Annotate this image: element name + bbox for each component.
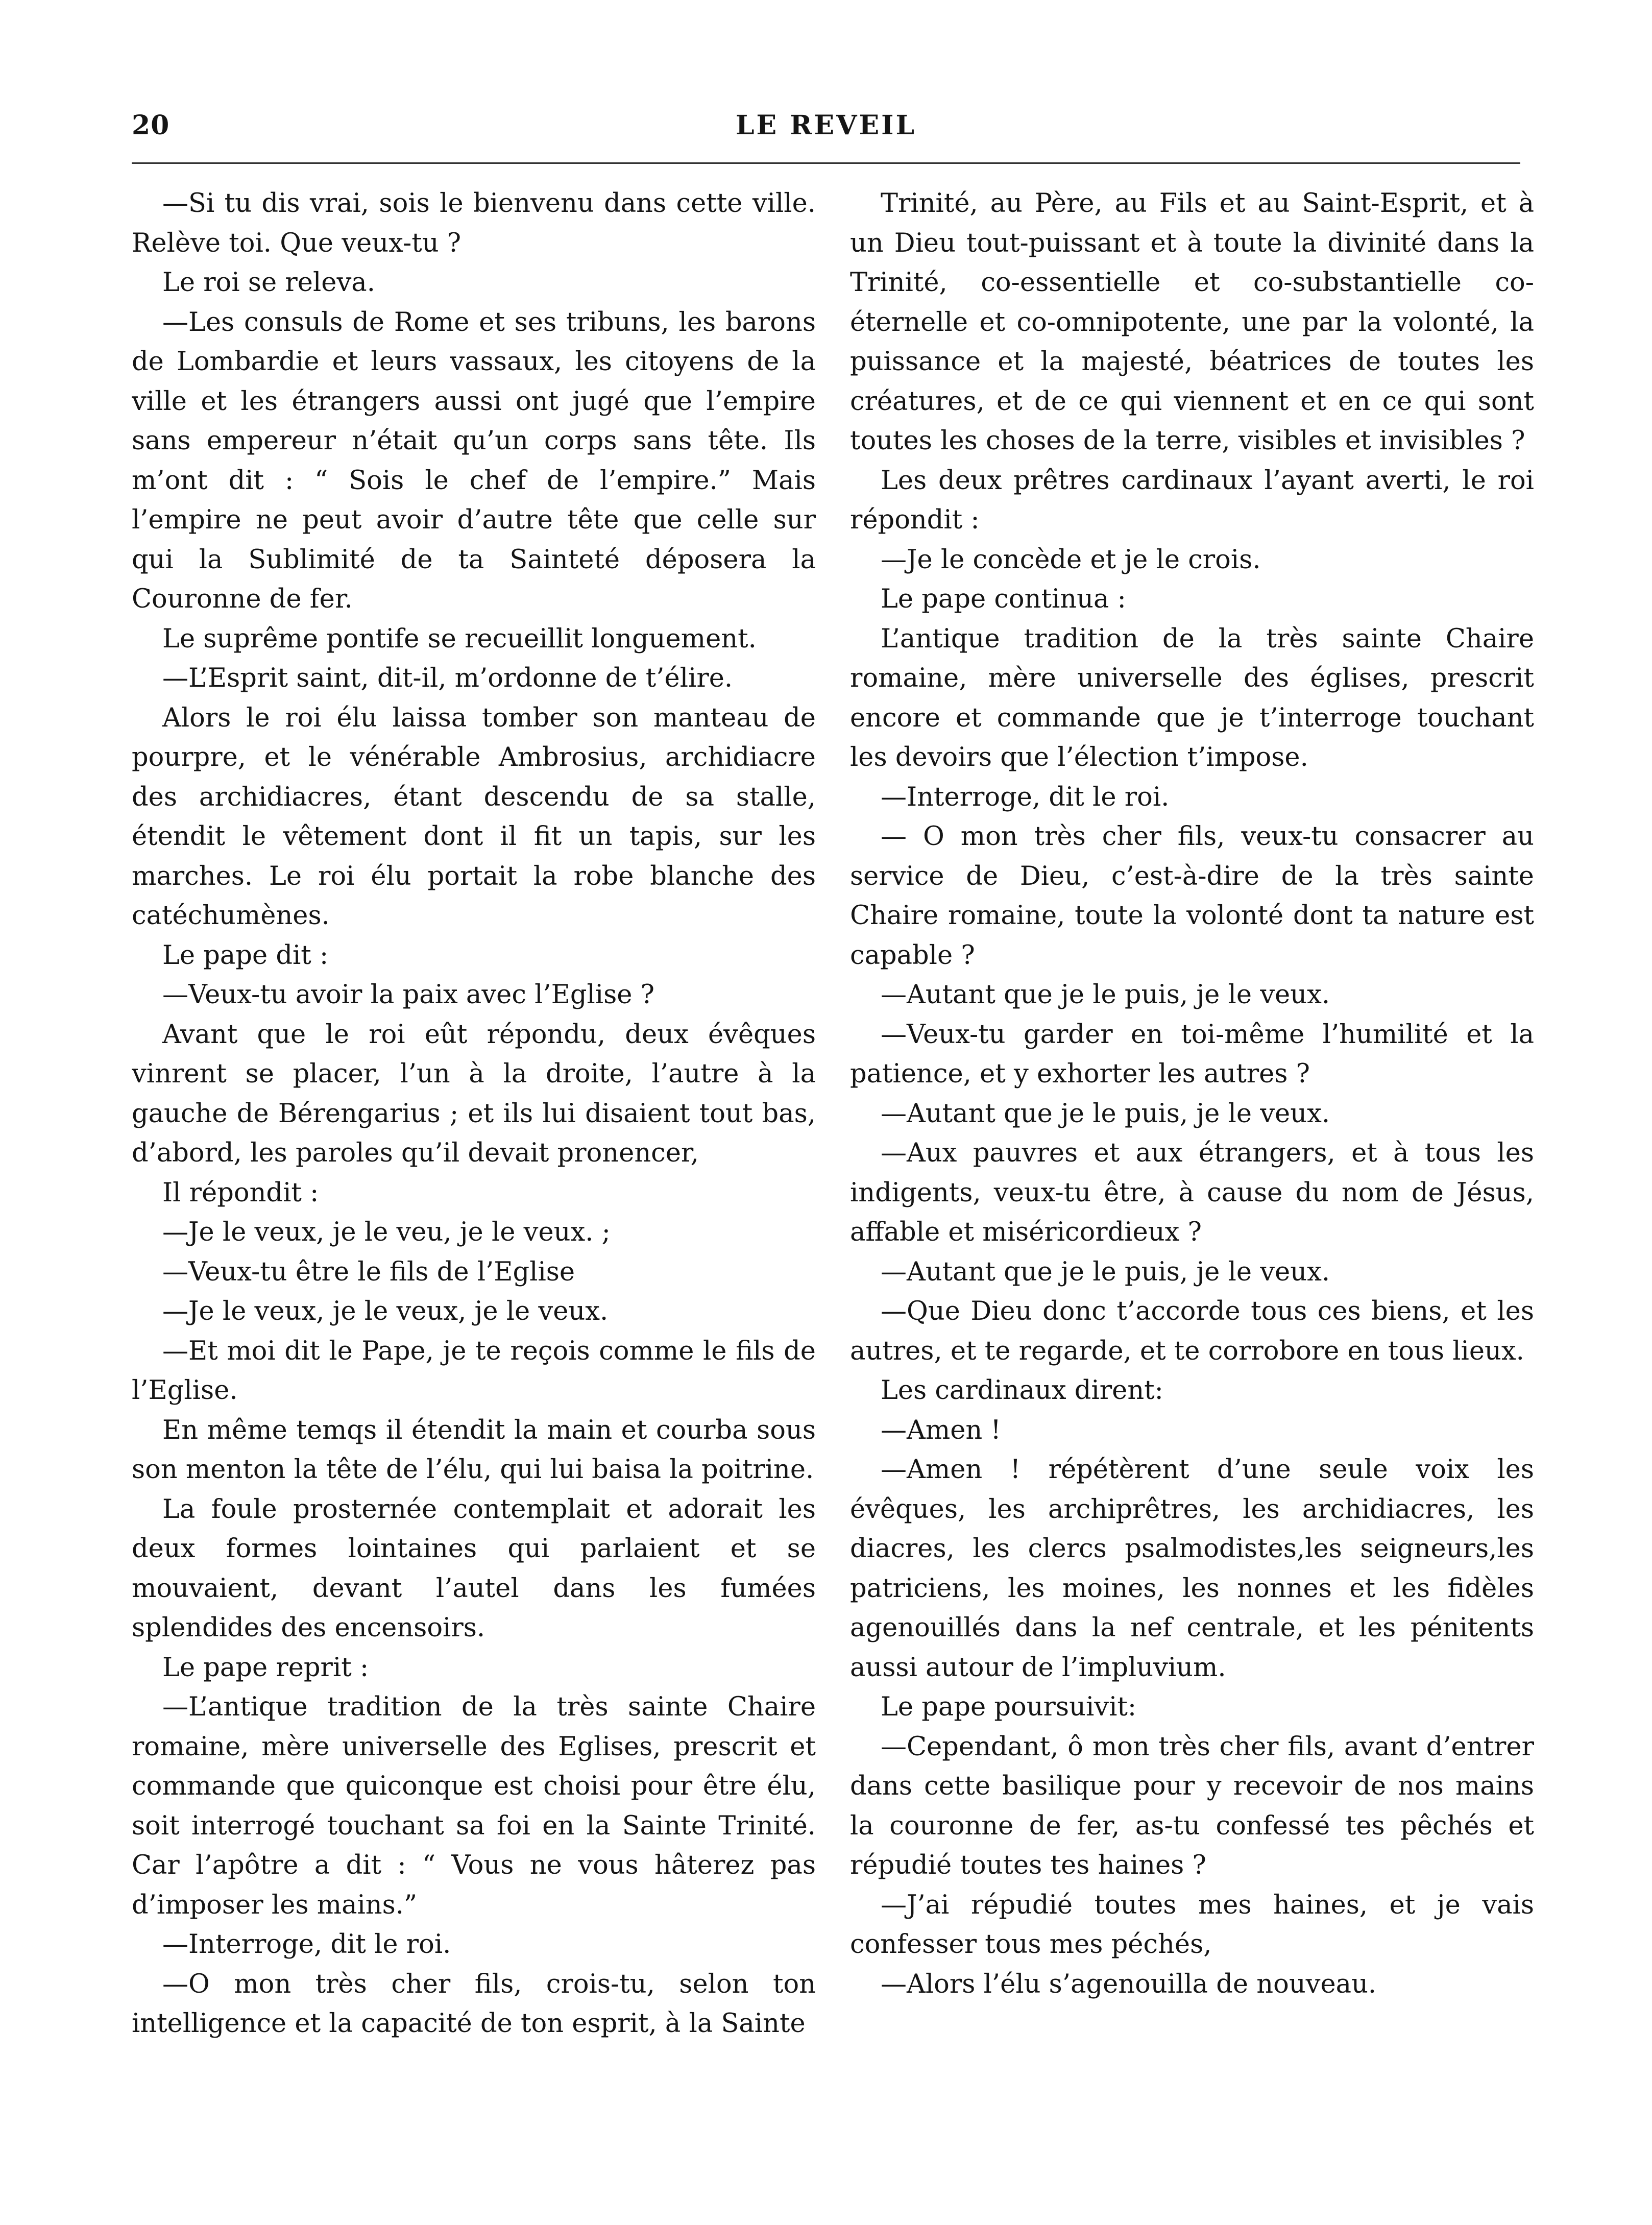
article-paragraph: Le pape poursuivit: (881, 1692, 1137, 1722)
text-column-left (132, 184, 816, 2175)
article-paragraph: —J’ai répudié toutes mes haines, et je vais confesser tous mes péchés, (850, 1890, 1534, 1960)
article-paragraph: La foule prosternée contemplait et adorait les deux formes lointaines qui parlaient et se mouvaient, devant l’autel dans les fumées splendides des encensoirs. (132, 1494, 816, 1643)
article-paragraph: —Les consuls de Rome et ses tribuns, les barons de Lombardie et leurs vassaux, les citoyens de la ville et les étrangers aussi ont jugé que l’empire sans empereur n’était qu’un corps sans tête. Ils m’ont dit : “ Sois le chef de l’empire.” Mais l’empire ne peut avoir d’autre tête que celle sur qui la Sublimité de ta Sainteté déposera la Couronne de fer. (132, 307, 816, 614)
article-paragraph: —Et moi dit le Pape, je te reçois comme le fils de l’Eglise. (132, 1336, 816, 1406)
article-paragraph: — O mon très cher fils, veux-tu consacrer au service de Dieu, c’est-à-dire de la très sainte Chaire romaine, toute la volonté dont ta nature est capable ? (850, 821, 1534, 971)
article-paragraph: Il répondit : (162, 1177, 319, 1208)
article-paragraph: En même temqs il étendit la main et courba sous son menton la tête de l’élu, qui lui baisa la poitrine. (132, 1415, 816, 1485)
article-paragraph: Trinité, au Père, au Fils et au Saint-Esprit, et à un Dieu tout-puissant et à toute la divinité dans la Trinité, co-essentielle et co-substantielle co-éternelle et co-omnipotente, une par la volonté, la puissance et la majesté, béatrices de toutes les créatures, et de ce qui viennent et en ce qui sont toutes les choses de la terre, visibles et invisibles ? (850, 188, 1534, 456)
article-paragraph: Avant que le roi eût répondu, deux évêques vinrent se placer, l’un à la droite, l’autre à la gauche de Bérengarius ; et ils lui disaient tout bas, d’abord, les paroles qu’il devait pronencer, (132, 1019, 816, 1168)
header-rule (132, 162, 1520, 164)
page-header (132, 105, 1520, 151)
article-paragraph: —L’Esprit saint, dit-il, m’ordonne de t’élire. (162, 663, 733, 693)
article-paragraph: —Veux-tu être le fils de l’Eglise (162, 1256, 575, 1287)
article-paragraph: —Amen ! répétèrent d’une seule voix les évêques, les archiprêtres, les archidiacres, les diacres, les clercs psalmodistes,les seigneurs,les patriciens, les moines, les nonnes et les fidèles agenouillés dans la nef centrale, et les pénitents aussi autour de l’impluvium. (850, 1455, 1534, 1683)
journal-title: LE REVEIL (735, 110, 917, 141)
article-paragraph: —Que Dieu donc t’accorde tous ces biens, et les autres, et te regarde, et te corrobore en tous lieux. (850, 1296, 1534, 1366)
article-paragraph: —Je le veux, je le veu, je le veux. ; (162, 1217, 611, 1247)
article-paragraph: —Autant que je le puis, je le veux. (881, 1098, 1330, 1129)
article-paragraph: Les cardinaux dirent: (881, 1375, 1163, 1406)
article-paragraph: Le pape reprit : (162, 1652, 369, 1683)
article-paragraph: —Veux-tu garder en toi-même l’humilité et la patience, et y exhorter les autres ? (850, 1019, 1534, 1089)
article-paragraph: —Interroge, dit le roi. (881, 782, 1170, 812)
article-paragraph: —Autant que je le puis, je le veux. (881, 980, 1330, 1010)
article-paragraph: Alors le roi élu laissa tomber son manteau de pourpre, et le vénérable Ambrosius, archidiacre des archidiacres, étant descendu de sa stalle, étendit le vêtement dont il fit un tapis, sur les marches. Le roi élu portait la robe blanche des catéchumènes. (132, 703, 816, 931)
article-paragraph: Le pape continua : (881, 584, 1126, 614)
article-paragraph: L’antique tradition de la très sainte Chaire romaine, mère universelle des églises, prescrit encore et commande que je t’interroge touchant les devoirs que l’élection t’impose. (850, 623, 1534, 772)
article-paragraph: —Interroge, dit le roi. (162, 1929, 451, 1960)
article-paragraph: —Je le veux, je le veux, je le veux. (162, 1296, 609, 1326)
article-paragraph: —Veux-tu avoir la paix avec l’Eglise ? (162, 980, 655, 1010)
article-paragraph: —Alors l’élu s’agenouilla de nouveau. (881, 1969, 1377, 1999)
article-paragraph: —Cependant, ô mon très cher fils, avant d’entrer dans cette basilique pour y recevoir de nos mains la couronne de fer, as-tu confessé tes pêchés et répudié toutes tes haines ? (850, 1731, 1534, 1880)
article-paragraph: Le roi se releva. (162, 268, 375, 298)
article-paragraph: Le suprême pontife se recueillit longuement. (162, 623, 757, 654)
page-number: 20 (132, 110, 170, 141)
text-column-right (850, 184, 1534, 2175)
article-paragraph: Le pape dit : (162, 940, 329, 971)
article-paragraph: —Je le concède et je le crois. (881, 544, 1261, 575)
article-paragraph: —L’antique tradition de la très sainte Chaire romaine, mère universelle des Eglises, prescrit et commande que quiconque est choisi pour être élu, soit interrogé touchant sa foi en la Sainte Trinité. Car l’apôtre a dit : “ Vous ne vous hâterez pas d’imposer les mains.” (132, 1692, 816, 1920)
article-paragraph: —Si tu dis vrai, sois le bienvenu dans cette ville. Relève toi. Que veux-tu ? (132, 188, 816, 258)
article-paragraph: —Amen ! (881, 1415, 1001, 1445)
article-paragraph: Les deux prêtres cardinaux l’ayant averti, le roi répondit : (850, 465, 1534, 535)
article-paragraph: —O mon très cher fils, crois-tu, selon ton intelligence et la capacité de ton esprit, à la Sainte (132, 1969, 816, 2039)
article-paragraph: —Autant que je le puis, je le veux. (881, 1256, 1330, 1287)
article-paragraph: —Aux pauvres et aux étrangers, et à tous les indigents, veux-tu être, à cause du nom de Jésus, affable et miséricordieux ? (850, 1138, 1534, 1247)
